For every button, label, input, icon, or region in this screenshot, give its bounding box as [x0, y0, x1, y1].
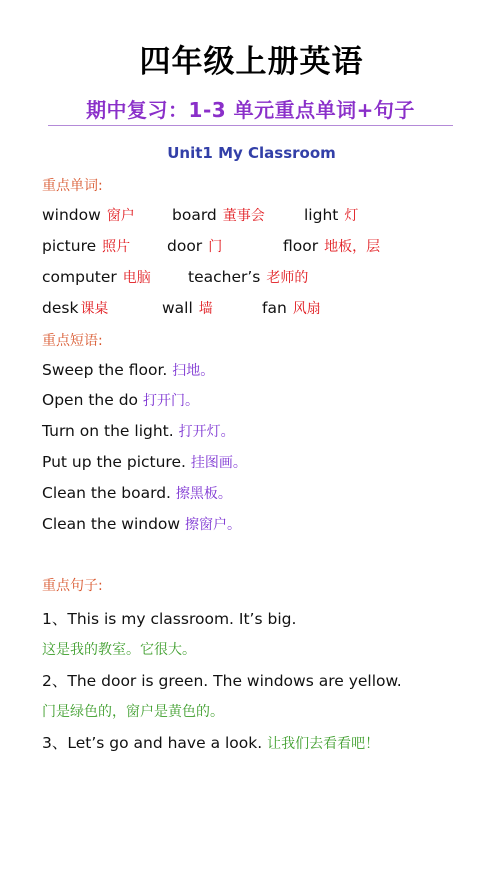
words-heading: 重点单词: [42, 178, 103, 194]
word-item [42, 298, 108, 318]
phrase-en: Put up the picture. [42, 453, 186, 471]
phrase-en: Clean the board. [42, 484, 171, 502]
word-cn: 课桌 [80, 301, 109, 317]
word-en: computer [42, 268, 117, 286]
sentence-cn: 门是绿色的，窗户是黄色的。 [42, 704, 224, 720]
phrase-cn: 打开灯。 [178, 424, 235, 440]
word-item [283, 236, 380, 256]
page-title: 四年级上册英语 [139, 44, 364, 80]
phrase-item [42, 421, 235, 441]
word-en: wall [162, 299, 193, 317]
phrase-cn: 擦黑板。 [175, 486, 232, 502]
sentence-item [42, 731, 379, 753]
phrase-en: Sweep the floor. [42, 361, 168, 379]
word-en: door [167, 237, 203, 255]
word-en: desk [42, 299, 79, 317]
word-cn: 窗户 [106, 208, 135, 224]
phrase-cn: 擦窗户。 [185, 517, 242, 533]
word-cn: 墙 [198, 301, 213, 317]
phrase-en: Open the do [42, 391, 139, 409]
sentence-cn: 让我们去看看吧！ [267, 736, 380, 752]
word-cn: 地板，层 [324, 239, 381, 255]
phrase-en: Turn on the light. [42, 422, 174, 440]
phrase-item [42, 360, 214, 380]
phrase-cn: 挂图画。 [190, 455, 247, 471]
word-item [188, 267, 308, 287]
page-subtitle: 期中复习：1-3 单元重点单词+句子 [48, 94, 453, 126]
word-cn: 董事会 [222, 208, 265, 224]
word-item [42, 267, 151, 287]
word-en: board [172, 206, 217, 224]
phrases-heading: 重点短语: [42, 333, 103, 349]
phrase-cn: 扫地。 [172, 363, 215, 379]
word-item [42, 205, 135, 225]
word-en: light [304, 206, 339, 224]
sentence-cn: 这是我的教室。它很大。 [42, 642, 196, 658]
sentence-en: 2、The door is green. The windows are yellow. [42, 672, 402, 690]
word-cn: 门 [208, 239, 223, 255]
phrase-cn: 打开门。 [142, 393, 199, 409]
word-item [172, 205, 265, 225]
word-en: teacher’s [188, 268, 261, 286]
word-cn: 电脑 [122, 270, 151, 286]
word-en: floor [283, 237, 319, 255]
phrase-item [42, 483, 232, 503]
sentence-en: 1、This is my classroom. It’s big. [42, 610, 297, 628]
phrase-item [42, 390, 199, 410]
phrase-item [42, 452, 247, 472]
word-en: fan [262, 299, 287, 317]
sentence-en: 3、Let’s go and have a look. [42, 734, 263, 752]
word-cn: 照片 [102, 239, 131, 255]
word-en: picture [42, 237, 97, 255]
word-item [304, 205, 358, 225]
word-cn: 老师的 [266, 270, 309, 286]
word-en: window [42, 206, 101, 224]
word-item [167, 236, 222, 256]
sentences-heading: 重点句子: [42, 578, 103, 594]
phrase-item [42, 514, 241, 534]
unit-title: Unit1 My Classroom [167, 144, 336, 162]
word-cn: 风扇 [292, 301, 321, 317]
word-item [262, 298, 321, 318]
word-item [162, 298, 213, 318]
phrase-en: Clean the window [42, 515, 181, 533]
word-item [42, 236, 130, 256]
word-cn: 灯 [344, 208, 359, 224]
